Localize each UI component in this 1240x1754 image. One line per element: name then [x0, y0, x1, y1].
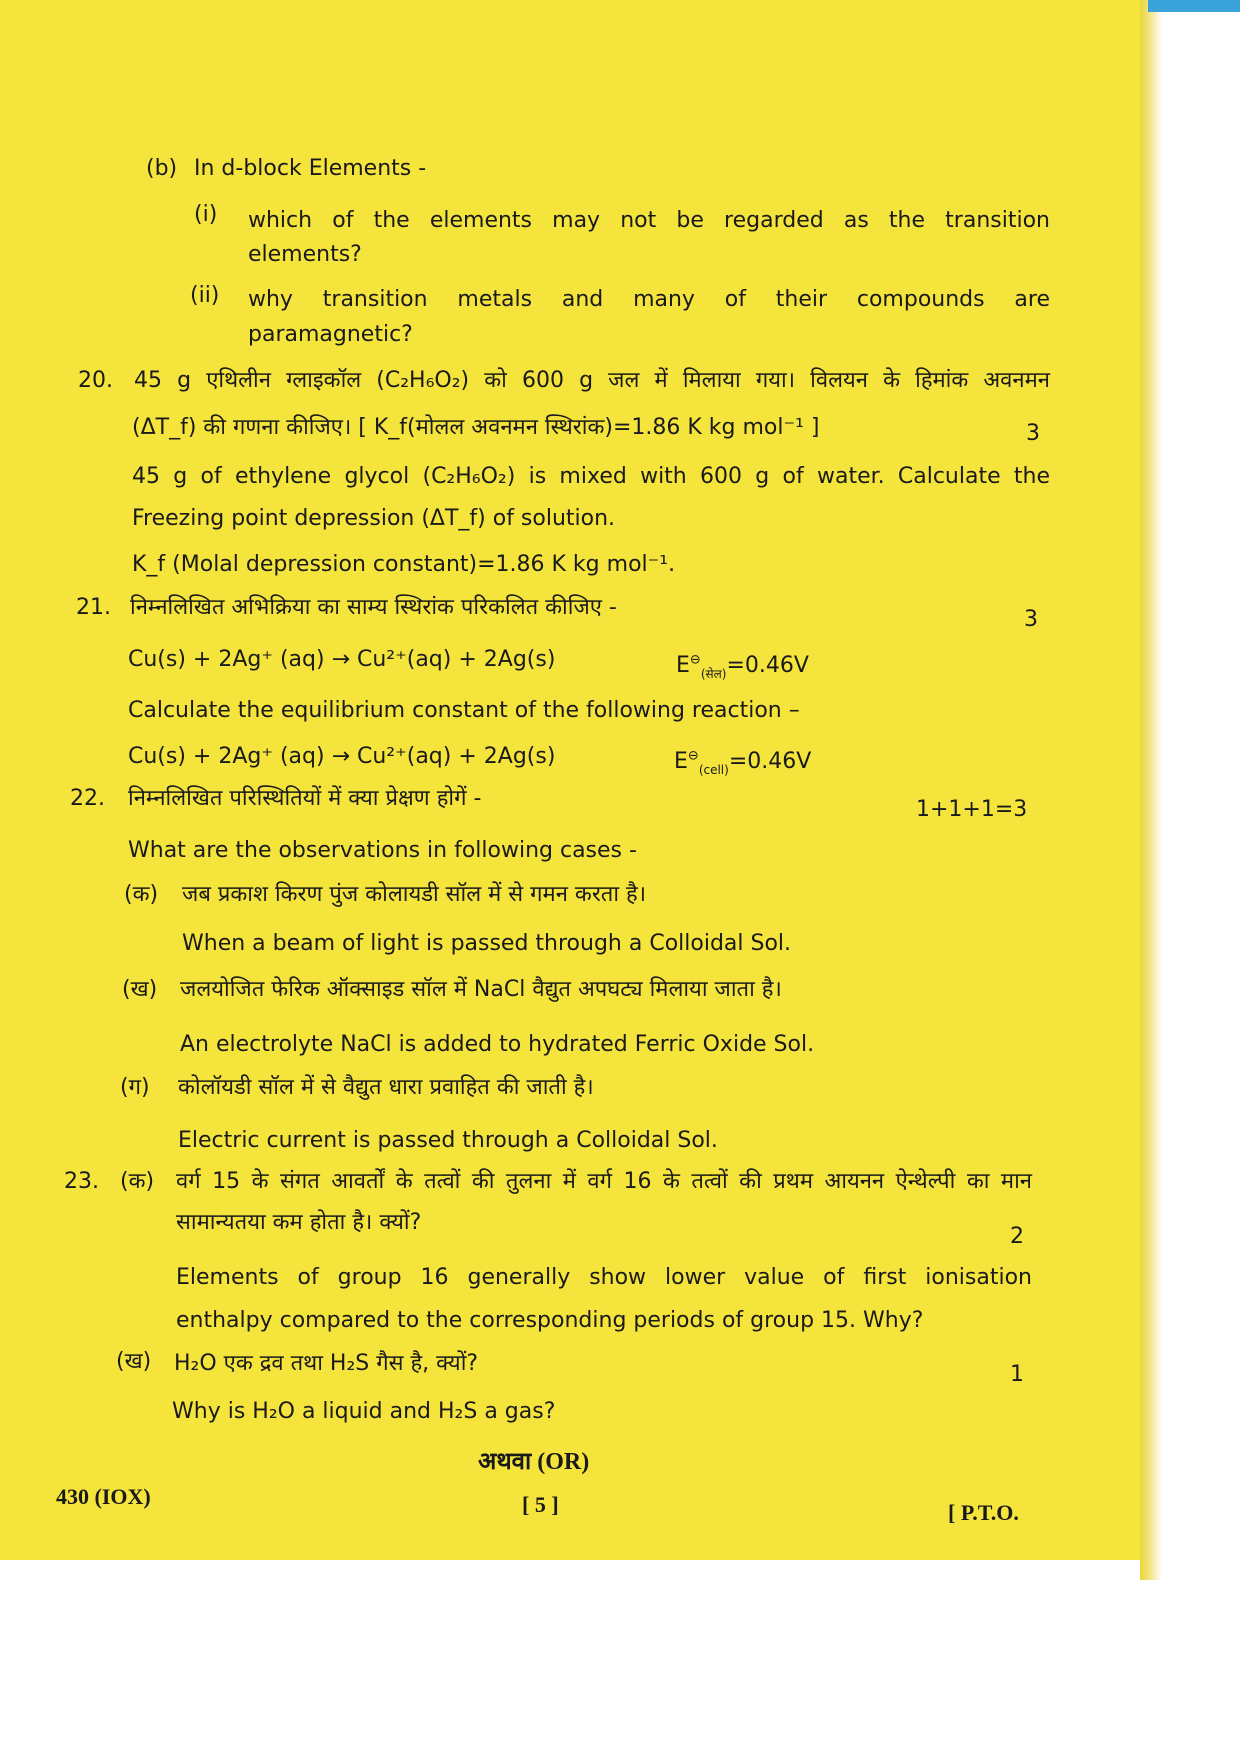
cell-potential-value: =0.46V [728, 749, 812, 774]
q19b-label: (b) [146, 156, 178, 181]
q21-reaction-english: Cu(s) + 2Ag⁺ (aq) → Cu²⁺(aq) + 2Ag(s) [128, 744, 556, 769]
q23a-label: (क) [120, 1169, 155, 1194]
cell-subscript-english: (cell) [698, 763, 729, 777]
q19b-i-line1: which of the elements may not be regarded as the transition [248, 208, 1050, 233]
paper-edge [1140, 0, 1162, 1580]
q19b-ii-line1: why transition metals and many of their compounds are [248, 287, 1050, 312]
q23a-marks: 2 [1010, 1224, 1024, 1249]
q22-item-label: (ख) [122, 977, 158, 1002]
q20-number: 20. [78, 368, 113, 393]
q20-hindi-line1: 45 g एथिलीन ग्लाइकॉल (C₂H₆O₂) को 600 g जल में मिलाया गया। विलयन के हिमांक अवनमन [134, 368, 1050, 393]
q23b-marks: 1 [1010, 1362, 1024, 1387]
cell-potential-value: =0.46V [726, 653, 809, 678]
q20-hindi-line2: (ΔT_f) की गणना कीजिए। [ K_f(मोलल अवनमन स्थिरांक)=1.86 K kg mol⁻¹ ] [132, 415, 820, 440]
q23b-hindi: H₂O एक द्रव तथा H₂S गैस है, क्यों? [174, 1351, 479, 1376]
q23b-label: (ख) [116, 1349, 152, 1374]
q21-reaction-hindi: Cu(s) + 2Ag⁺ (aq) → Cu²⁺(aq) + 2Ag(s) [128, 647, 556, 672]
q20-english-line1: 45 g of ethylene glycol (C₂H₆O₂) is mixed with 600 g of water. Calculate the [132, 464, 1050, 489]
paper-code: 430 (IOX) [56, 1484, 151, 1509]
q23a-english-line1: Elements of group 16 generally show lower value of first ionisation [176, 1265, 1032, 1290]
q22-item-hindi: कोलॉयडी सॉल में से वैद्युत धारा प्रवाहित की जाती है। [178, 1075, 594, 1100]
q19b-i-line2: elements? [248, 242, 362, 267]
q21-cell-potential-hindi: $E^⊖_{(सेल)}=0.46V$ [676, 652, 809, 681]
q21-english: Calculate the equilibrium constant of the following reaction – [128, 698, 800, 723]
or-separator: अथवा (OR) [478, 1449, 590, 1475]
q22-marks: 1+1+1=3 [916, 797, 1028, 822]
q22-item-english: Electric current is passed through a Colloidal Sol. [178, 1128, 718, 1153]
page-number: [ 5 ] [522, 1492, 559, 1517]
q22-hindi: निम्नलिखित परिस्थितियों में क्या प्रेक्षण होगें - [128, 786, 482, 811]
q23-number: 23. [64, 1169, 99, 1194]
q20-marks: 3 [1026, 421, 1040, 446]
q23a-english-line2: enthalpy compared to the corresponding periods of group 15. Why? [176, 1308, 924, 1333]
q19b-text: In d-block Elements - [194, 156, 427, 181]
q19b-ii-label: (ii) [190, 283, 220, 308]
q23a-hindi-line1: वर्ग 15 के संगत आवर्तों के तत्वों की तुलना में वर्ग 16 के तत्वों की प्रथम आयनन ऐन्थेल्पी का मान [176, 1169, 1032, 1194]
q21-hindi: निम्नलिखित अभिक्रिया का साम्य स्थिरांक परिकलित कीजिए - [130, 595, 617, 620]
q22-item-hindi: जब प्रकाश किरण पुंज कोलायडी सॉल में से गमन करता है। [182, 882, 647, 907]
q22-english: What are the observations in following cases - [128, 838, 637, 863]
q22-item-label: (क) [124, 882, 159, 907]
cell-subscript-hindi: (सेल) [700, 667, 727, 681]
q20-english-line3: K_f (Molal depression constant)=1.86 K kg mol⁻¹. [132, 552, 676, 577]
q22-item-english: When a beam of light is passed through a Colloidal Sol. [182, 931, 792, 956]
pto-label: [ P.T.O. [948, 1500, 1019, 1525]
q23a-hindi-line2: सामान्यतया कम होता है। क्यों? [176, 1210, 422, 1235]
q21-cell-potential-english: $E^⊖_{(cell)}=0.46V$ [674, 748, 812, 777]
q19b-i-label: (i) [194, 202, 218, 227]
q22-number: 22. [70, 786, 105, 811]
q22-item-english: An electrolyte NaCl is added to hydrated Ferric Oxide Sol. [180, 1032, 815, 1057]
q21-number: 21. [76, 595, 111, 620]
q22-item-hindi: जलयोजित फेरिक ऑक्साइड सॉल में NaCl वैद्युत अपघट्य मिलाया जाता है। [180, 977, 782, 1002]
q20-english-line2: Freezing point depression (ΔT_f) of solution. [132, 506, 616, 531]
q22-item-label: (ग) [120, 1075, 150, 1100]
background-strip [1148, 0, 1240, 12]
q23b-english: Why is H₂O a liquid and H₂S a gas? [172, 1399, 556, 1424]
q19b-ii-line2: paramagnetic? [248, 322, 413, 347]
q21-marks: 3 [1024, 607, 1038, 632]
